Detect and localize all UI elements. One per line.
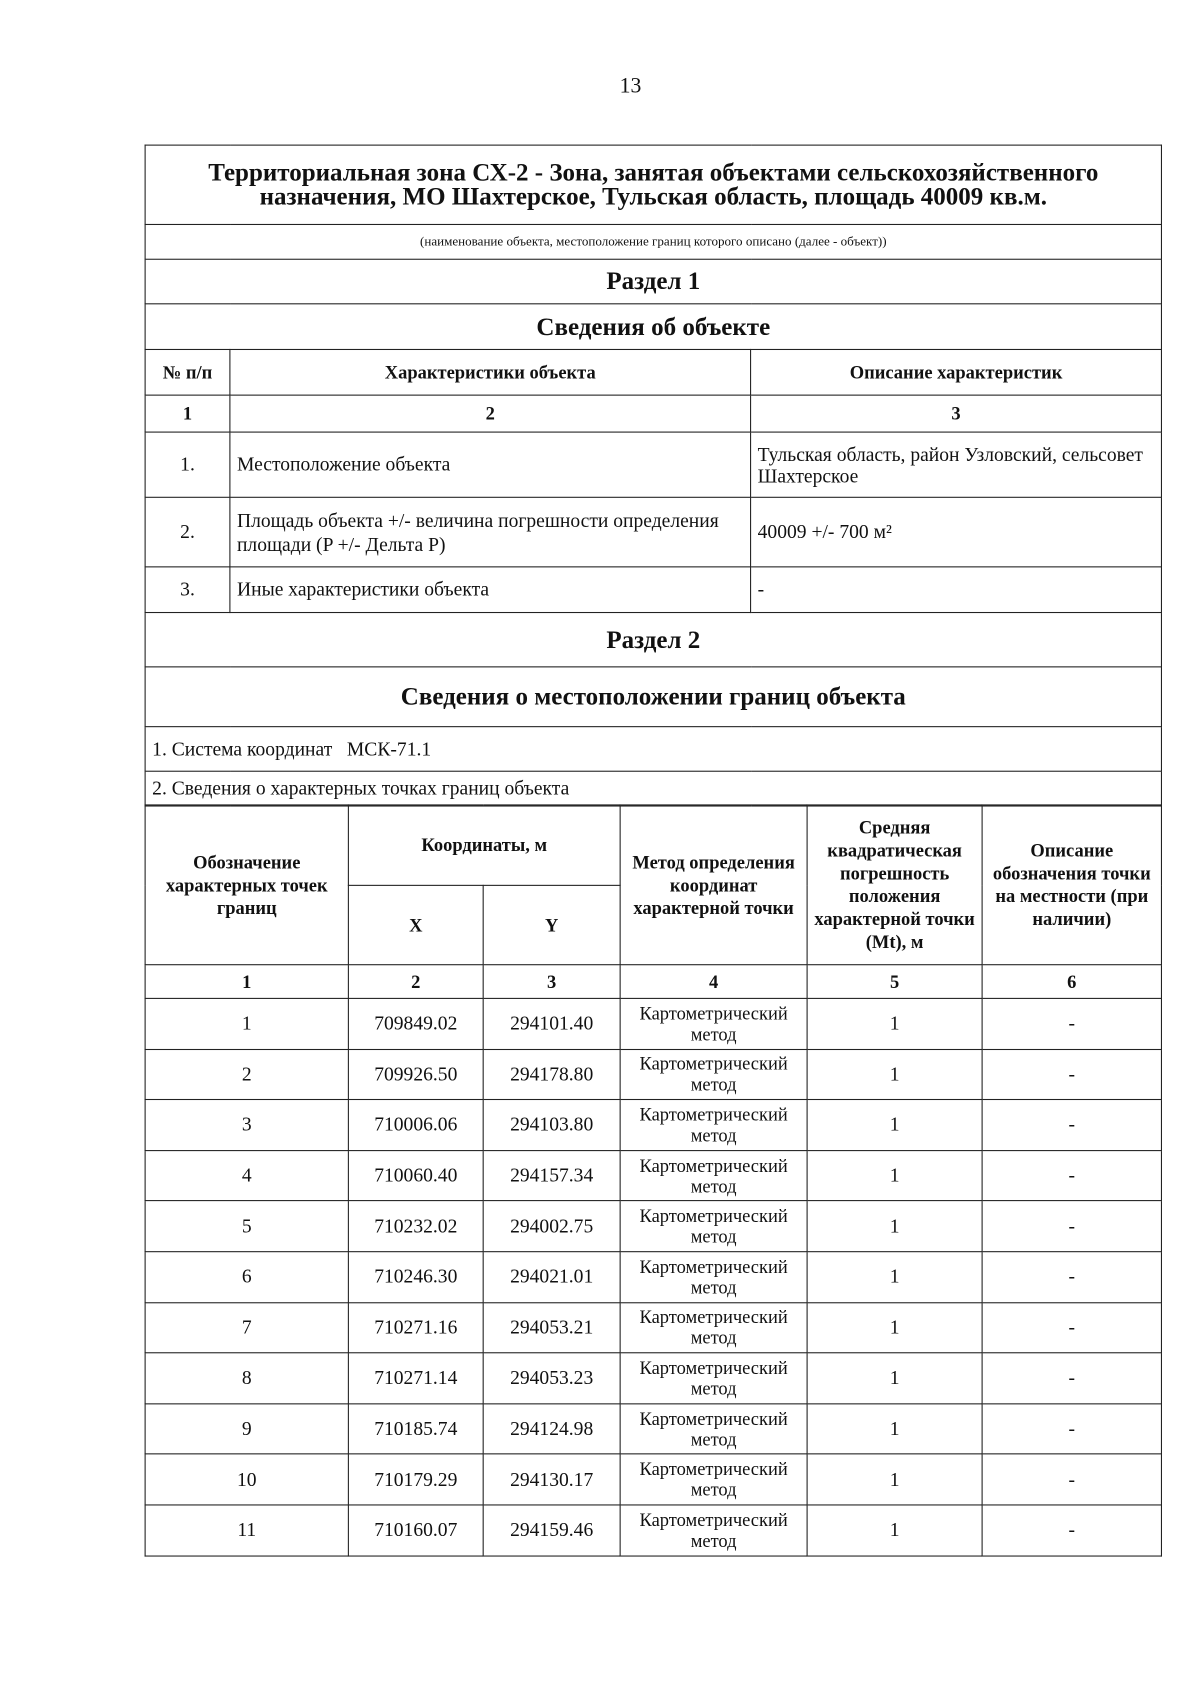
coord-y: 294053.23 (483, 1353, 620, 1404)
mean-error: 1 (807, 1049, 982, 1100)
point-description: - (982, 1454, 1161, 1505)
point-id: 3 (145, 1100, 348, 1151)
mean-error: 1 (807, 1201, 982, 1252)
col-number: 6 (982, 965, 1161, 999)
point-description: - (982, 1404, 1161, 1455)
mean-error: 1 (807, 1454, 982, 1505)
mean-error: 1 (807, 1100, 982, 1151)
section2-heading: Раздел 2 (145, 613, 1161, 667)
table-row (145, 1353, 1161, 1404)
mean-error: 1 (807, 1404, 982, 1455)
coord-x: 710271.16 (348, 1302, 483, 1353)
section1-subheading: Сведения об объекте (145, 304, 1161, 350)
table-row (145, 1252, 1161, 1303)
method: Картометрический метод (620, 1505, 807, 1556)
table-row (145, 1505, 1161, 1556)
col-number: 2 (348, 965, 483, 999)
table-row (145, 998, 1161, 1049)
mean-error: 1 (807, 1353, 982, 1404)
row-number: 3. (145, 567, 230, 613)
title-caption: (наименование объекта, местоположение границ которого описано (далее - объект)) (145, 224, 1161, 259)
coord-y: 294101.40 (483, 998, 620, 1049)
method: Картометрический метод (620, 1302, 807, 1353)
point-description: - (982, 1100, 1161, 1151)
point-id: 6 (145, 1252, 348, 1303)
method: Картометрический метод (620, 1201, 807, 1252)
coord-y: 294130.17 (483, 1454, 620, 1505)
row-value: - (751, 567, 1162, 613)
header-description: Описание характеристик (751, 349, 1162, 395)
coord-x: 710271.14 (348, 1353, 483, 1404)
coord-y: 294178.80 (483, 1049, 620, 1100)
row-name: Иные характеристики объекта (230, 567, 751, 613)
coord-x: 709926.50 (348, 1049, 483, 1100)
point-description: - (982, 1353, 1161, 1404)
coord-x: 710185.74 (348, 1404, 483, 1455)
header-x: X (348, 885, 483, 964)
table-row (145, 1201, 1161, 1252)
point-description: - (982, 1505, 1161, 1556)
table-row (145, 1049, 1161, 1100)
header-y: Y (483, 885, 620, 964)
point-id: 10 (145, 1454, 348, 1505)
col-number: 5 (807, 965, 982, 999)
mean-error: 1 (807, 1505, 982, 1556)
col-number: 2 (230, 395, 751, 432)
point-id: 8 (145, 1353, 348, 1404)
object-info-table (145, 145, 1162, 807)
method: Картометрический метод (620, 1454, 807, 1505)
method: Картометрический метод (620, 1049, 807, 1100)
page-number: 13 (619, 73, 642, 98)
coord-y: 294157.34 (483, 1150, 620, 1201)
table-row (145, 1150, 1161, 1201)
point-id: 7 (145, 1302, 348, 1353)
col-number: 1 (145, 965, 348, 999)
document-title: Территориальная зона СХ-2 - Зона, занятая объектами сельскохозяйственного назначения, МО Шахтерское, Тульская область, площадь 40009 кв.м. (145, 145, 1161, 224)
row-value: Тульская область, район Узловский, сельсовет Шахтерское (751, 432, 1162, 497)
col-number: 1 (145, 395, 230, 432)
section1-heading: Раздел 1 (145, 259, 1161, 304)
col-number: 4 (620, 965, 807, 999)
coordinate-system: 1. Система координат МСК-71.1 (145, 727, 1161, 772)
header-point-description: Описание обозначения точки на местности (при наличии) (982, 805, 1161, 965)
method: Картометрический метод (620, 1353, 807, 1404)
point-id: 2 (145, 1049, 348, 1100)
table-row (145, 1404, 1161, 1455)
point-id: 11 (145, 1505, 348, 1556)
coord-y: 294002.75 (483, 1201, 620, 1252)
point-id: 5 (145, 1201, 348, 1252)
coord-x: 710246.30 (348, 1252, 483, 1303)
coord-y: 294021.01 (483, 1252, 620, 1303)
row-name: Площадь объекта +/- величина погрешности определения площади (P +/- Дельта P) (230, 497, 751, 567)
header-coordinates: Координаты, м (348, 805, 620, 885)
header-characteristics: Характеристики объекта (230, 349, 751, 395)
table-row (145, 1302, 1161, 1353)
point-description: - (982, 1302, 1161, 1353)
method: Картометрический метод (620, 1100, 807, 1151)
method: Картометрический метод (620, 998, 807, 1049)
table-row (145, 1100, 1161, 1151)
coord-y: 294053.21 (483, 1302, 620, 1353)
col-number: 3 (751, 395, 1162, 432)
row-name: Местоположение объекта (230, 432, 751, 497)
method: Картометрический метод (620, 1150, 807, 1201)
row-number: 2. (145, 497, 230, 567)
coord-x: 710232.02 (348, 1201, 483, 1252)
table-row (145, 497, 1161, 567)
coord-x: 709849.02 (348, 998, 483, 1049)
point-description: - (982, 1252, 1161, 1303)
mean-error: 1 (807, 1150, 982, 1201)
row-value: 40009 +/- 700 м² (751, 497, 1162, 567)
points-title: 2. Сведения о характерных точках границ объекта (145, 771, 1161, 806)
point-description: - (982, 998, 1161, 1049)
header-method: Метод определения координат характерной точки (620, 805, 807, 965)
point-id: 4 (145, 1150, 348, 1201)
coord-x: 710179.29 (348, 1454, 483, 1505)
method: Картометрический метод (620, 1252, 807, 1303)
header-number: № п/п (145, 349, 230, 395)
mean-error: 1 (807, 1302, 982, 1353)
mean-error: 1 (807, 998, 982, 1049)
coord-x: 710160.07 (348, 1505, 483, 1556)
row-number: 1. (145, 432, 230, 497)
section2-subheading: Сведения о местоположении границ объекта (145, 667, 1161, 727)
boundary-points-table (145, 804, 1162, 1556)
point-description: - (982, 1150, 1161, 1201)
mean-error: 1 (807, 1252, 982, 1303)
point-id: 1 (145, 998, 348, 1049)
header-designation: Обозначение характерных точек границ (145, 805, 348, 965)
coord-x: 710060.40 (348, 1150, 483, 1201)
point-id: 9 (145, 1404, 348, 1455)
header-error: Средняя квадратическая погрешность положения характерной точки (Mt), м (807, 805, 982, 965)
point-description: - (982, 1049, 1161, 1100)
coord-y: 294159.46 (483, 1505, 620, 1556)
method: Картометрический метод (620, 1404, 807, 1455)
table-row (145, 1454, 1161, 1505)
coord-y: 294103.80 (483, 1100, 620, 1151)
coord-x: 710006.06 (348, 1100, 483, 1151)
col-number: 3 (483, 965, 620, 999)
table-row (145, 432, 1161, 497)
coord-y: 294124.98 (483, 1404, 620, 1455)
table-row (145, 567, 1161, 613)
point-description: - (982, 1201, 1161, 1252)
